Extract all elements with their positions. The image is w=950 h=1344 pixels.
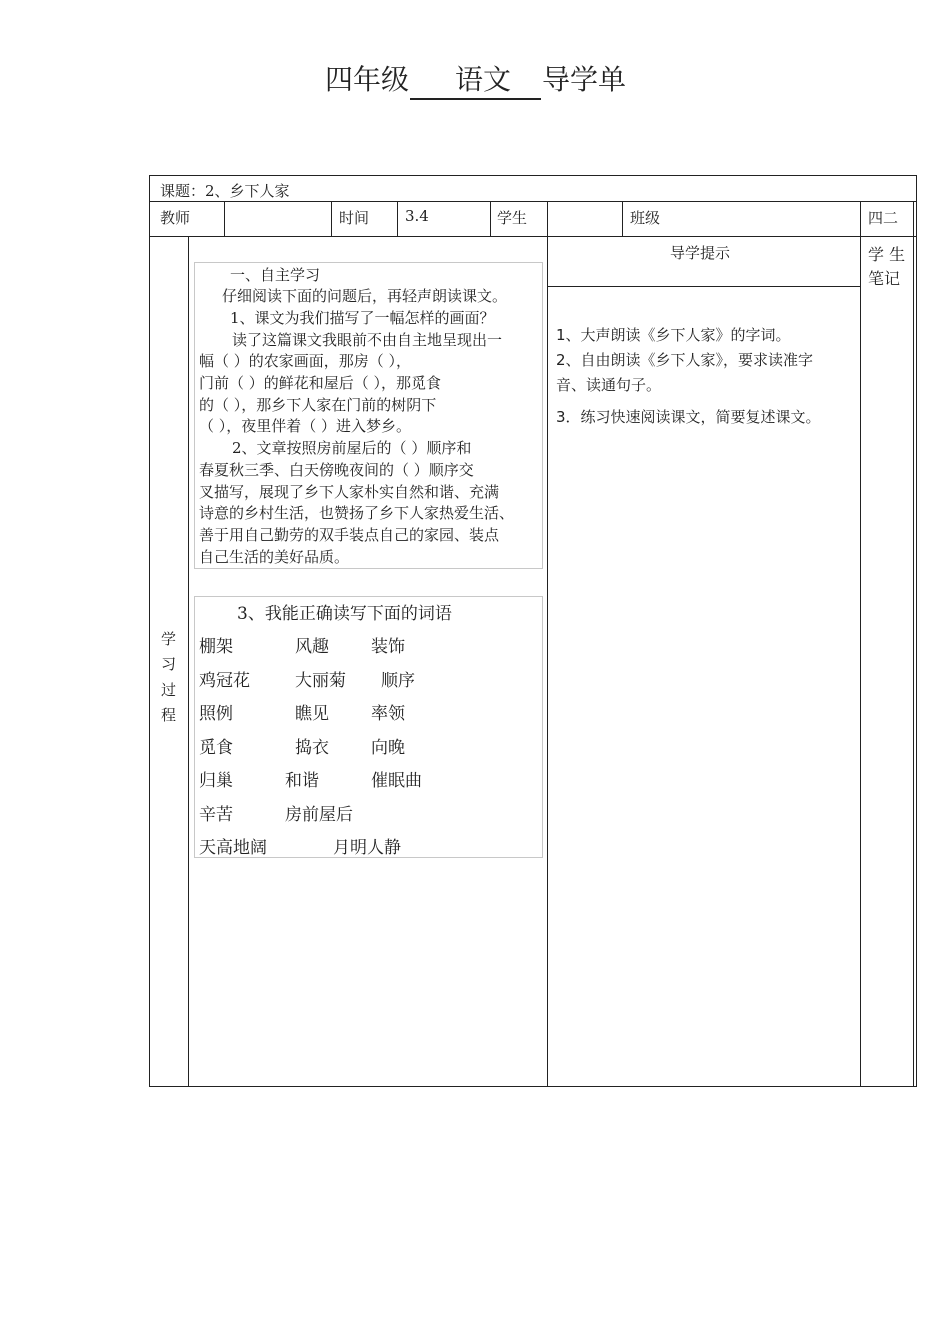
vocab-word: 照例 (199, 704, 233, 724)
self-study-heading: 一、自主学习 (230, 266, 321, 284)
vocab-word: 装饰 (371, 637, 405, 657)
hint-item: 音、读通句子。 (556, 376, 662, 394)
vocab-word: 棚架 (199, 637, 233, 657)
vocab-word: 捣衣 (295, 738, 329, 758)
vocab-word: 月明人静 (333, 838, 401, 858)
student-label: 学生 (497, 209, 528, 227)
class-label: 班级 (630, 209, 661, 227)
time-value: 3.4 (405, 207, 429, 225)
vocab-word: 风趣 (295, 637, 329, 657)
vocab-word: 觅食 (199, 738, 233, 758)
document-title (0, 58, 950, 98)
hint-item: 3．练习快速阅读课文，简要复述课文。 (556, 408, 821, 426)
notes-header-line1: 学 生 (868, 245, 906, 264)
vocab-word: 瞧见 (295, 704, 329, 724)
vocab-word: 率领 (371, 704, 405, 724)
title-underline (410, 98, 541, 100)
teacher-label: 教师 (160, 209, 191, 227)
vocab-word: 向晚 (371, 738, 405, 758)
guide-header: 导学提示 (670, 244, 731, 262)
vocab-word: 催眠曲 (371, 771, 422, 791)
hint-item: 2、自由朗读《乡下人家》，要求读准字 (556, 351, 814, 369)
vocab-box (194, 596, 543, 858)
title-grade: 四年级 (325, 63, 410, 96)
lesson-title: 课题：2、乡下人家 (160, 182, 290, 200)
vocab-word: 房前屋后 (285, 805, 353, 825)
vocab-word: 天高地阔 (199, 838, 267, 858)
vocab-word: 辛苦 (199, 805, 233, 825)
vocab-word: 顺序 (381, 671, 415, 691)
class-value: 四二 (868, 209, 899, 227)
vocab-heading: 3、我能正确读写下面的词语 (237, 604, 452, 624)
vocab-word: 和谐 (285, 771, 319, 791)
vocab-word: 归巢 (199, 771, 233, 791)
title-subject: 语文 (455, 63, 512, 96)
time-label: 时间 (339, 209, 370, 227)
vocab-word: 大丽菊 (295, 671, 346, 691)
notes-header-line2: 笔记 (868, 269, 901, 288)
hint-item: 1、大声朗读《乡下人家》的字词。 (556, 326, 791, 344)
title-doc-type: 导学单 (542, 63, 627, 96)
vocab-word: 鸡冠花 (199, 671, 250, 691)
